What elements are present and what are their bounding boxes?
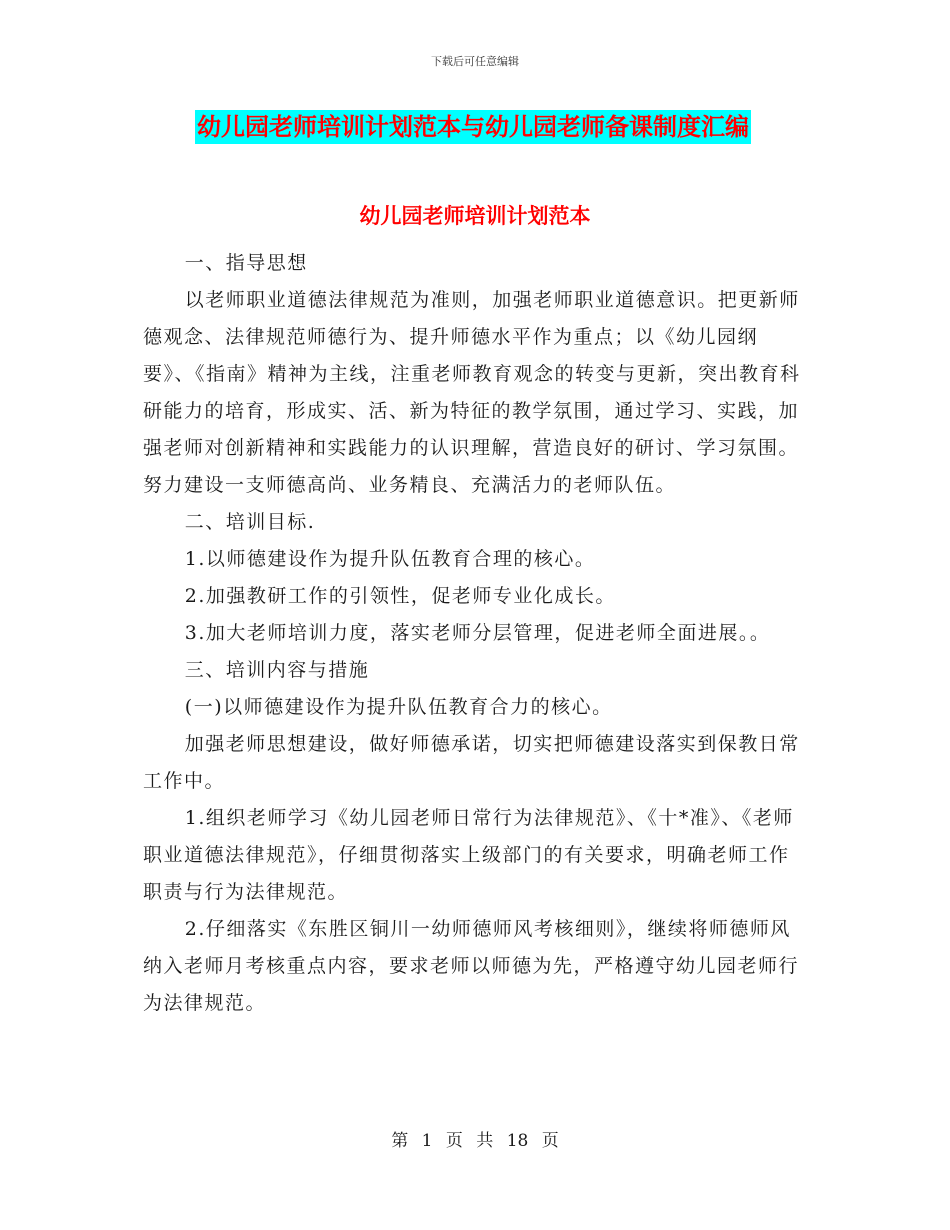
goal-item-2: 2.加强教研工作的引领性，促老师专业化成长。 (184, 585, 616, 607)
document-body (143, 245, 808, 1022)
page-footer: 第 1 页 共 18 页 (391, 1131, 559, 1151)
paragraph-ethics-building: 加强老师思想建设，做好师德承诺，切实把师德建设落实到保教日常工作中。 (143, 733, 800, 792)
paragraph-guiding-ideology: 以老师职业道德法律规范为准则，加强老师职业道德意识。把更新师德观念、法律规范师德行为、提升师德水平作为重点；以《幼儿园纲要》、《指南》精神为主线，注重老师教育观念的转变与更新，突出教育科研能力的培育，形成实、活、新为特征的教学氛围，通过学习、实践，加强老师对创新精神和实践能力的认识理解，营造良好的研讨、学习氛围。努力建设一支师德高尚、业务精良、充满活力的老师队伍。 (143, 289, 801, 496)
measure-item-2: 2.仔细落实《东胜区铜川一幼师德师风考核细则》，继续将师德师风纳入老师月考核重点内容，要求老师以师德为先，严格遵守幼儿园老师行为法律规范。 (143, 918, 800, 1014)
section-title: 幼儿园老师培训计划范本 (359, 204, 591, 228)
heading-training-goals: 二、培训目标. (184, 511, 316, 533)
measure-item-1: 1.组织老师学习《幼儿园老师日常行为法律规范》、《十*准》、《老师职业道德法律规范》，仔细贯彻落实上级部门的有关要求，明确老师工作职责与行为法律规范。 (143, 807, 794, 903)
goal-item-1: 1.以师德建设作为提升队伍教育合理的核心。 (184, 548, 596, 570)
heading-training-content: 三、培训内容与措施 (184, 659, 370, 681)
goal-item-3: 3.加大老师培训力度，落实老师分层管理，促进老师全面进展。。 (184, 622, 771, 644)
heading-guiding-ideology: 一、指导思想 (184, 252, 308, 274)
document-title: 幼儿园老师培训计划范本与幼儿园老师备课制度汇编 (195, 110, 751, 144)
subheading-ethics-core: (一)以师德建设作为提升队伍教育合力的核心。 (184, 696, 613, 718)
header-note: 下载后可任意编辑 (431, 55, 519, 68)
